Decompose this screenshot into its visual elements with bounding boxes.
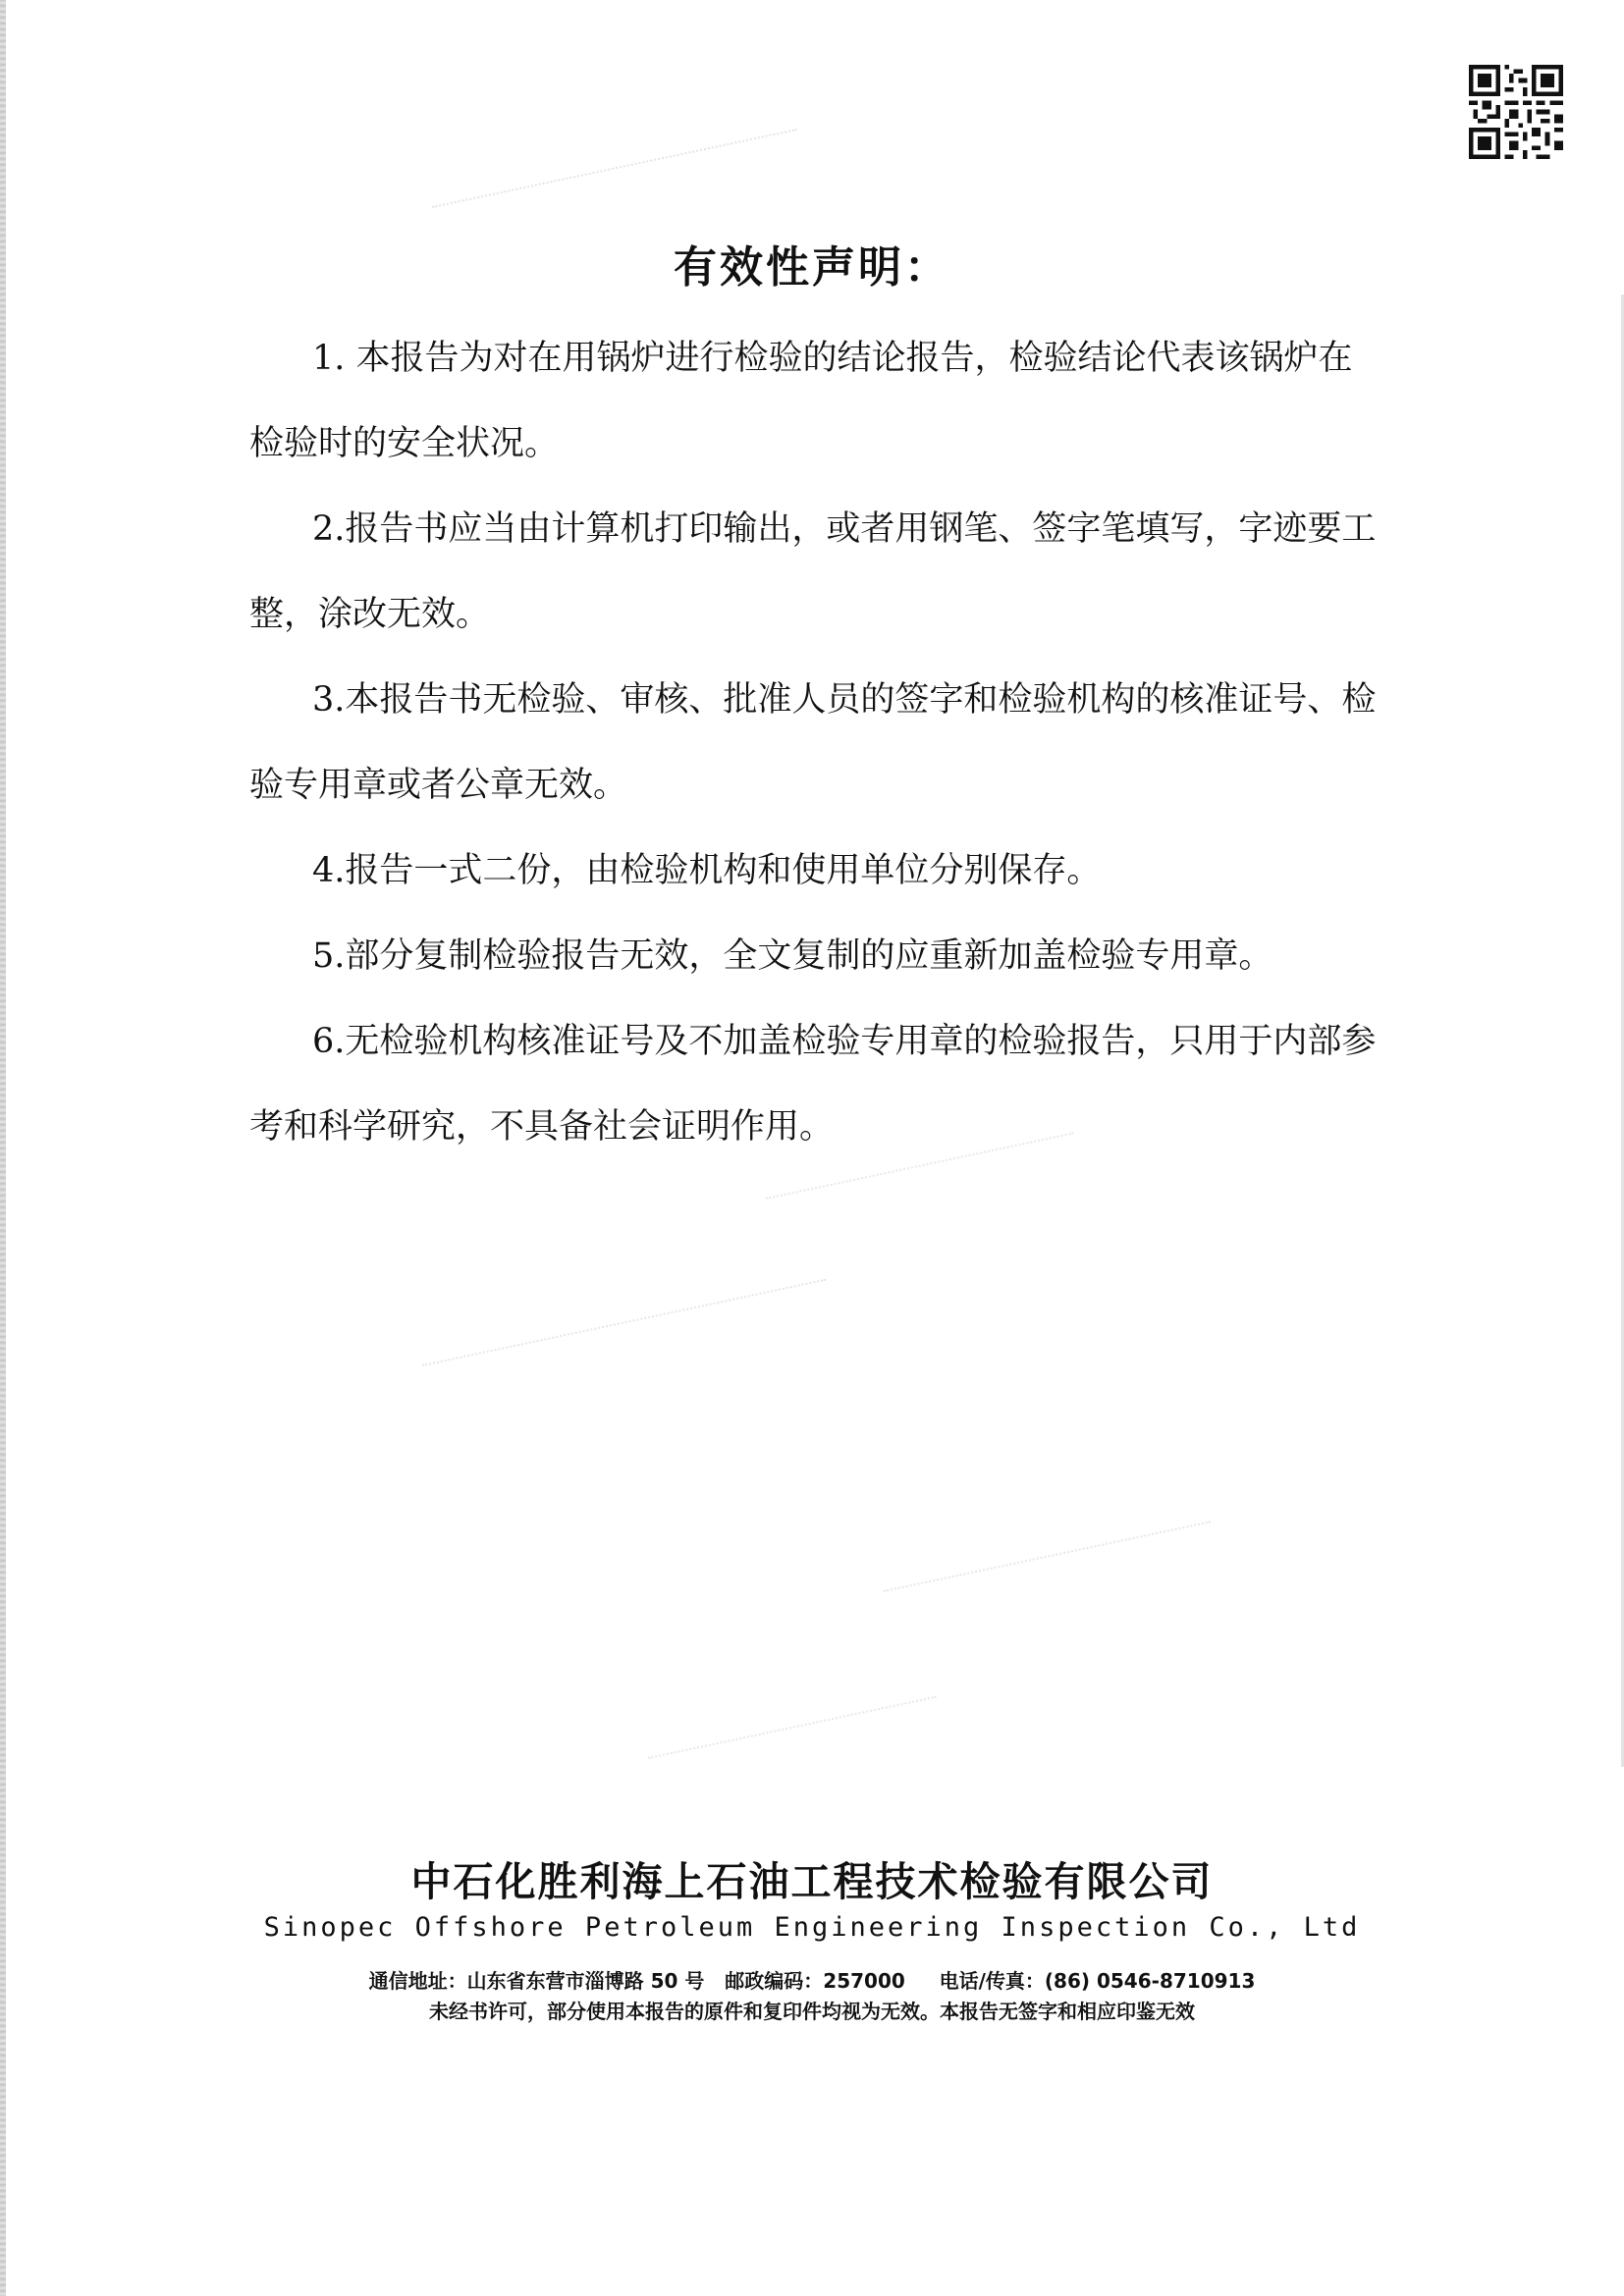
statement-item-5: 5.部分复制检验报告无效，全文复制的应重新加盖检验专用章。 — [312, 936, 1273, 976]
watermark-trace — [432, 129, 798, 210]
statement-item-2: 2.报告书应当由计算机打印输出，或者用钢笔、签字笔填写，字迹要工整，涂改无效。 — [249, 509, 1377, 634]
company-name-cn: 中石化胜利海上石油工程技术检验有限公司 — [410, 1858, 1214, 1905]
statement-list — [249, 316, 1379, 1170]
company-footer — [0, 1857, 1624, 2026]
contact-info: 通信地址：山东省东营市淄博路 50 号 邮政编码：257000 电话/传真：(86) 0546-8710913 — [368, 1969, 1256, 1993]
qr-code-icon — [1469, 65, 1563, 159]
watermark-trace — [648, 1696, 937, 1761]
usage-notice: 未经书许可，部分使用本报告的原件和复印件均视为无效。本报告无签字和相应印鉴无效 — [429, 2000, 1195, 2023]
watermark-trace — [422, 1279, 827, 1368]
company-name-en: Sinopec Offshore Petroleum Engineering Inspection Co., Ltd — [263, 1912, 1361, 1943]
statement-item-6: 6.无检验机构核准证号及不加盖检验专用章的检验报告，只用于内部参考和科学研究，不具备社会证明作用。 — [249, 1022, 1377, 1147]
watermark-trace — [884, 1521, 1211, 1594]
statement-item-1: 1. 本报告为对在用锅炉进行检验的结论报告，检验结论代表该锅炉在检验时的安全状况。 — [249, 339, 1353, 463]
statement-item-4: 4.报告一式二份，由检验机构和使用单位分别保存。 — [312, 851, 1102, 890]
statement-item-3: 3.本报告书无检验、审核、批准人员的签字和检验机构的核准证号、检验专用章或者公章无效。 — [249, 680, 1377, 805]
page-title: 有效性声明： — [674, 242, 950, 293]
